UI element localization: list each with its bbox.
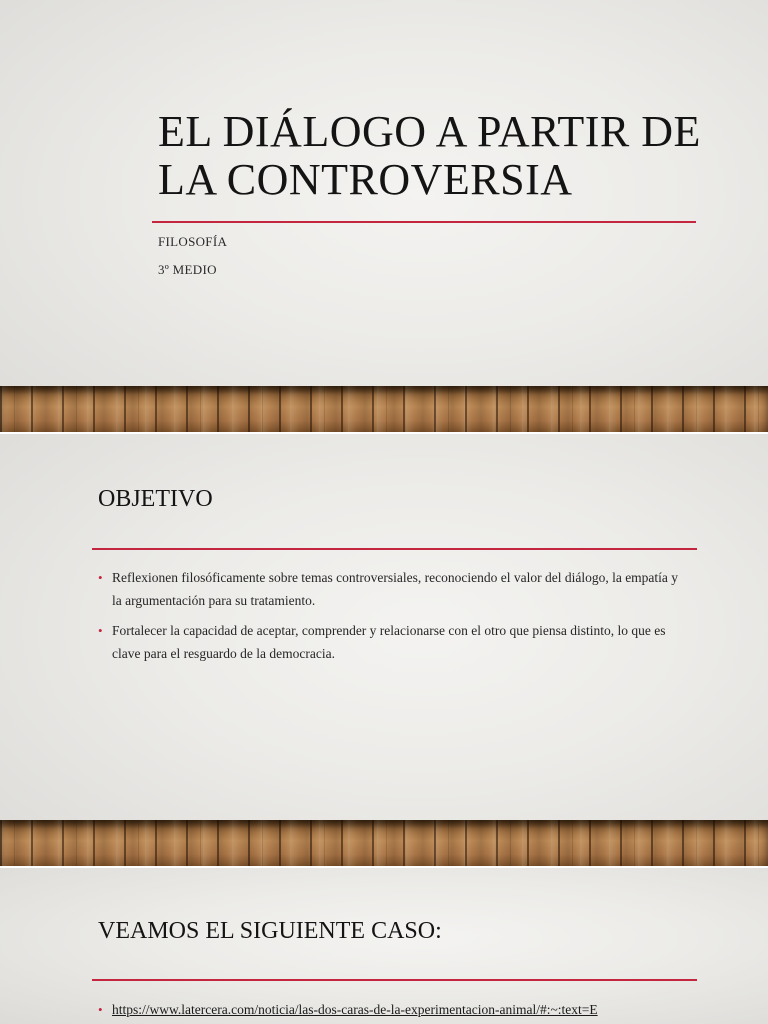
slide-case <box>0 868 768 1024</box>
case-divider <box>92 979 697 981</box>
wood-floor-decoration <box>0 820 768 866</box>
objective-divider <box>92 548 697 550</box>
objective-text: Fortalecer la capacidad de aceptar, comprender y relacionarse con el otro que piensa distinto, lo que es clave para el resguardo de la democracia. <box>112 623 666 661</box>
list-item <box>98 566 688 612</box>
case-list <box>98 998 688 1024</box>
slide-objective <box>0 434 768 866</box>
objective-heading: OBJETIVO <box>98 486 213 512</box>
objective-list <box>98 566 688 672</box>
slide-title-heading: EL DIÁLOGO A PARTIR DE LA CONTROVERSIA <box>158 107 701 204</box>
wood-floor-decoration <box>0 386 768 432</box>
bullet-icon: • <box>98 1002 103 1017</box>
case-heading: VEAMOS EL SIGUIENTE CASO: <box>98 918 442 944</box>
slide-title <box>0 0 768 432</box>
objective-text: Reflexionen filosóficamente sobre temas controversiales, reconociendo el valor del diálogo, la empatía y la argumentación para su tratamiento. <box>112 570 679 608</box>
article-link[interactable]: https://www.latercera.com/noticia/las-dos-caras-de-la-experimentacion-animal/#:~:text=E <box>112 1002 598 1017</box>
subtitle-grade: 3º MEDIO <box>158 262 217 277</box>
bullet-icon: • <box>98 623 103 638</box>
title-divider <box>152 221 696 223</box>
list-item <box>98 619 688 665</box>
subtitle-subject: FILOSOFÍA <box>158 234 228 249</box>
list-item <box>98 998 688 1021</box>
bullet-icon: • <box>98 570 103 585</box>
